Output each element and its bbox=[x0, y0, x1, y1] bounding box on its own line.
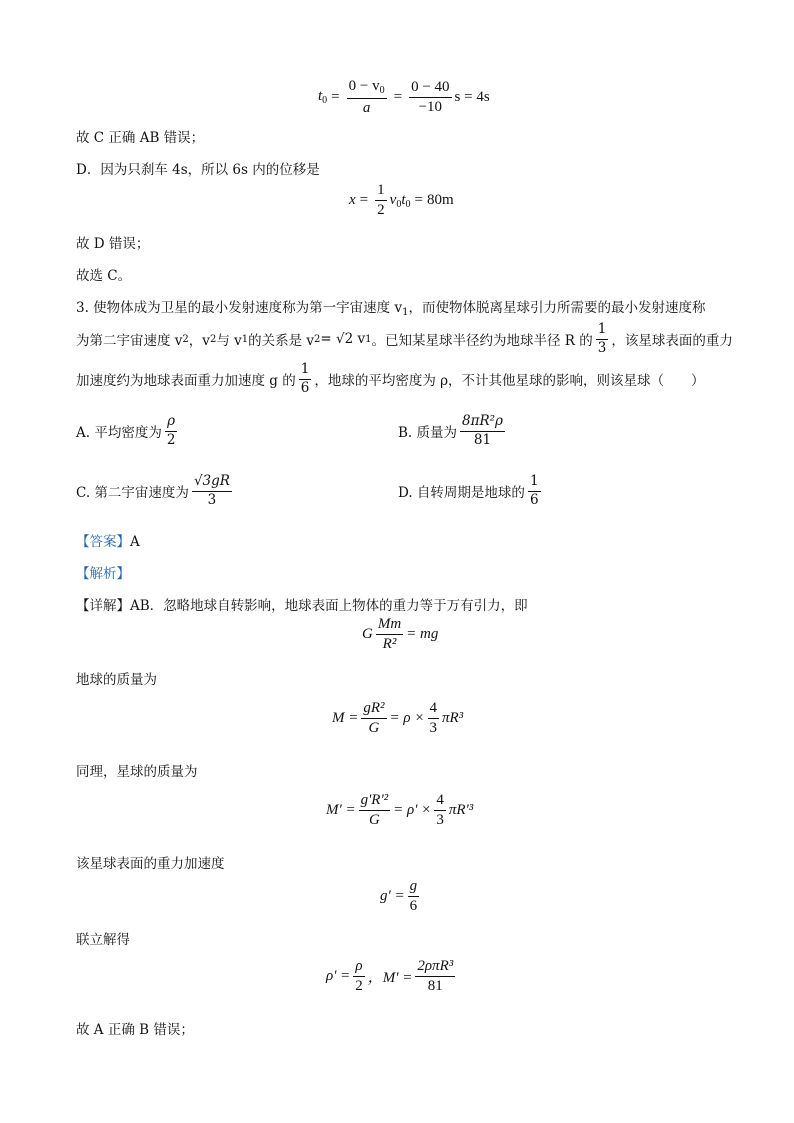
eq-gp-lhs: g' = bbox=[380, 888, 405, 905]
eq-x-num: 1 bbox=[375, 182, 387, 201]
eq-m2-f2-num: 4 bbox=[434, 792, 446, 811]
option-c-frac bbox=[192, 474, 232, 508]
option-b[interactable] bbox=[398, 414, 508, 448]
eq-m-f1-num: gR² bbox=[363, 700, 385, 716]
q3-line2-d: 的关系是 v bbox=[248, 333, 315, 350]
eq-m2-f2-den: 3 bbox=[436, 812, 444, 829]
eq-gp-frac bbox=[408, 878, 420, 916]
analysis-label-text: 【解析】 bbox=[76, 566, 130, 582]
q3-line1-end: ，而使物体脱离星球引力所需要的最小发射速度称 bbox=[408, 300, 706, 316]
text-solve: 联立解得 bbox=[76, 932, 130, 948]
analysis-label bbox=[76, 562, 130, 582]
text-same: 同理，星球的质量为 bbox=[76, 764, 198, 780]
eq-rho-mid: ，M' = bbox=[367, 970, 413, 987]
option-a[interactable] bbox=[76, 414, 180, 448]
eq-m2-frac2 bbox=[434, 792, 446, 830]
q3-line1-a: 3. 使物体成为卫星的最小发射速度称为第一宇宙速度 v bbox=[76, 300, 403, 316]
equation-x: x = $\frac{1}{2}$ $v_0t_0$ = 80m bbox=[349, 182, 454, 219]
eq-g-lhs: G bbox=[362, 626, 373, 643]
eq-g-frac bbox=[376, 616, 403, 654]
eq-g-num: Mm bbox=[377, 616, 402, 632]
detail-line: 【详解】AB．忽略地球自转影响，地球表面上物体的重力等于万有引力，即 bbox=[76, 598, 528, 614]
q3-line1 bbox=[76, 296, 705, 318]
eq-t0-f2-den: −10 bbox=[418, 98, 443, 115]
text-d-option: D．因为只刹车 4s，所以 6s 内的位移是 bbox=[76, 162, 320, 178]
eq-m-frac1 bbox=[361, 700, 386, 738]
eq-m-mid: = ρ × bbox=[389, 710, 425, 727]
eq-t0-lhs-sub: 0 bbox=[322, 95, 328, 107]
option-a-den: 2 bbox=[166, 431, 176, 448]
eq-t0-f1-num-sub: 0 bbox=[379, 85, 385, 96]
eq-gp-den: 6 bbox=[409, 898, 418, 915]
option-a-label: A. 平均密度为 bbox=[76, 425, 162, 442]
eq-rho-f1-num: ρ bbox=[355, 958, 363, 974]
eq-m2-f1-num: g'R'² bbox=[360, 792, 389, 808]
eq-x-lhs: x bbox=[349, 192, 356, 209]
eq-x-rhs: 80m bbox=[426, 192, 454, 209]
option-d-num: 1 bbox=[528, 474, 541, 492]
option-d[interactable] bbox=[398, 474, 544, 508]
q3-line2-frac bbox=[596, 322, 609, 356]
eq-t0-rhs: s = 4s bbox=[454, 88, 490, 105]
q3-line2: 为第二宇宙速度 v 2 ，v 2 与 v 1 的关系是 v 2 = √2 v 1 。已知某星球半径约为地球半径 R 的 $\frac{1}{3}$ ，该星球表面的重力 bbox=[76, 321, 733, 356]
q3-line2-f: 。已知某星球半径约为地球半径 R 的 bbox=[371, 333, 593, 350]
eq-x-frac bbox=[375, 182, 387, 220]
option-b-den: 81 bbox=[473, 431, 492, 448]
q3-line3 bbox=[76, 362, 705, 396]
equation-result bbox=[326, 958, 458, 996]
answer-line bbox=[76, 530, 140, 550]
option-b-label: B. 质量为 bbox=[398, 425, 458, 442]
option-d-den: 6 bbox=[529, 491, 539, 508]
eq-t0-frac2 bbox=[409, 79, 451, 117]
eq-m2-rhs: πR'³ bbox=[448, 802, 474, 819]
eq-t0-lhs: t bbox=[318, 88, 323, 105]
q3-line1-sub: 1 bbox=[402, 307, 409, 318]
q3-line2-b: ，v bbox=[188, 333, 210, 350]
text-final: 故 A 正确 B 错误； bbox=[76, 1022, 194, 1038]
q3-line2-g: ，该星球表面的重力 bbox=[611, 333, 733, 350]
equation-mass-star bbox=[326, 792, 473, 830]
text-c-correct: 故 C 正确 AB 错误； bbox=[76, 130, 205, 146]
option-d-frac bbox=[528, 474, 541, 508]
eq-x-den: 2 bbox=[377, 202, 385, 219]
option-c-den: 3 bbox=[207, 491, 217, 508]
q3-line2-c: 与 v bbox=[216, 333, 242, 350]
eq-m-f2-num: 4 bbox=[428, 700, 440, 719]
eq-rho-f2-num: 2ρπR³ bbox=[417, 958, 454, 974]
answer-value: A bbox=[130, 534, 140, 550]
eq-m-f2-den: 3 bbox=[429, 720, 437, 737]
eq-m-frac2 bbox=[428, 700, 440, 738]
q3-line2-frac-num: 1 bbox=[596, 322, 609, 340]
option-c[interactable] bbox=[76, 474, 235, 508]
q3-line2-a: 为第二宇宙速度 v bbox=[76, 333, 183, 350]
eq-rho-lhs: ρ' = bbox=[326, 968, 351, 985]
option-b-num: 8πR²ρ bbox=[462, 413, 503, 429]
eq-m-f1-den: G bbox=[368, 720, 380, 737]
eq-m-lhs: M = bbox=[332, 710, 359, 727]
eq-m-rhs: πR³ bbox=[442, 710, 464, 727]
answer-label: 【答案】 bbox=[76, 534, 130, 550]
equation-mass bbox=[332, 700, 463, 738]
q3-line3-frac bbox=[299, 362, 312, 396]
option-a-frac bbox=[165, 414, 178, 448]
text-d-wrong: 故 D 错误； bbox=[76, 236, 150, 252]
equation-t0: $t_0$ = $\frac{0 - v_0}{a}$ = $\frac{0 - 40}{-10}$ s = 4s bbox=[318, 78, 490, 116]
option-c-label: C. 第二宇宙速度为 bbox=[76, 485, 189, 502]
equation-gravity bbox=[362, 616, 438, 654]
eq-m2-frac1 bbox=[359, 792, 391, 830]
equation-g-prime bbox=[380, 878, 422, 916]
q3-line3-frac-num: 1 bbox=[299, 362, 312, 380]
eq-rho-f2-den: 81 bbox=[427, 978, 443, 995]
q3-line3-frac-den: 6 bbox=[300, 379, 310, 396]
eq-m2-f1-den: G bbox=[368, 812, 380, 829]
q3-line3-a: 加速度约为地球表面重力加速度 g 的 bbox=[76, 373, 296, 390]
eq-rho-f1-den: 2 bbox=[355, 978, 363, 995]
eq-t0-f1-den: a bbox=[362, 99, 371, 116]
eq-m2-lhs: M' = bbox=[326, 802, 356, 819]
option-b-frac bbox=[460, 414, 505, 448]
eq-gp-num: g bbox=[409, 878, 418, 894]
text-surface: 该星球表面的重力加速度 bbox=[76, 856, 225, 872]
eq-t0-f1-num: 0 − v bbox=[348, 78, 380, 94]
eq-rho-frac2 bbox=[415, 958, 455, 996]
option-d-label: D. 自转周期是地球的 bbox=[398, 485, 525, 502]
q3-line2-e: = √2 v bbox=[320, 331, 366, 348]
text-choose-c: 故选 C。 bbox=[76, 268, 132, 284]
eq-g-den: R² bbox=[382, 636, 397, 653]
text-earth-mass: 地球的质量为 bbox=[76, 672, 157, 688]
eq-t0-frac1 bbox=[347, 78, 387, 117]
q3-line3-b: ，地球的平均密度为 ρ，不计其他星球的影响，则该星球（ ） bbox=[314, 373, 705, 390]
option-a-num: ρ bbox=[167, 413, 176, 429]
eq-t0-f2-num: 0 − 40 bbox=[409, 79, 451, 98]
option-c-num: √3gR bbox=[193, 473, 230, 489]
q3-line2-frac-den: 3 bbox=[597, 339, 607, 356]
eq-rho-frac1 bbox=[353, 958, 365, 996]
eq-m2-mid: = ρ' × bbox=[393, 802, 432, 819]
eq-g-rhs: = mg bbox=[406, 626, 439, 643]
